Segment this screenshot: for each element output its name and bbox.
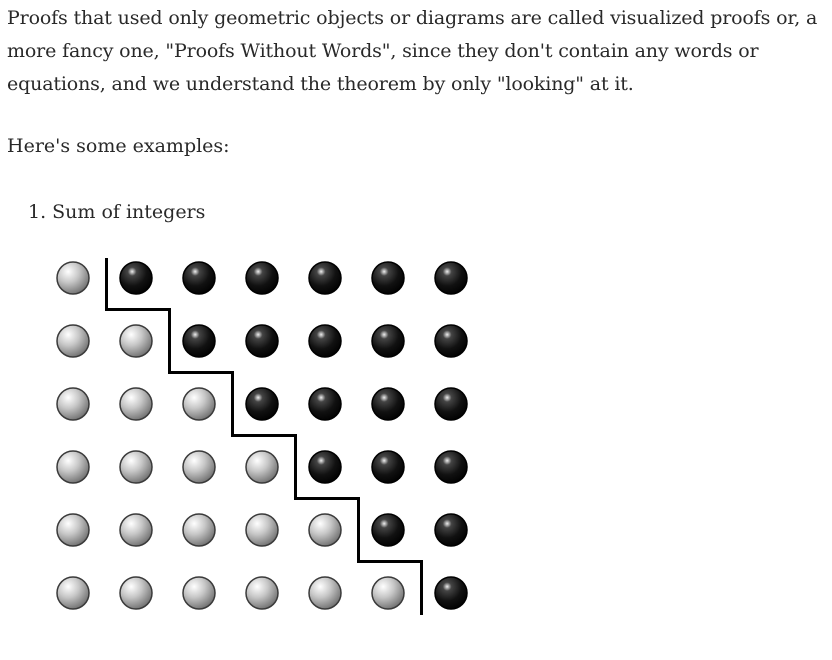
dark-ball: [372, 262, 404, 294]
light-ball: [372, 577, 404, 609]
list-item-label: Sum of integers: [52, 201, 206, 223]
examples-list: [28, 196, 205, 229]
dark-ball: [309, 451, 341, 483]
sum-of-integers-diagram: [40, 248, 500, 628]
dark-ball: [246, 262, 278, 294]
dark-ball: [435, 514, 467, 546]
dark-ball: [183, 262, 215, 294]
intro-paragraph: Proofs that used only geometric objects or diagrams are called visualized proofs or, a more fancy one, "Proofs Without Words", since they don't contain any words or equations, and we understand the theorem by only "looking" at it.: [7, 7, 818, 95]
dark-ball: [309, 325, 341, 357]
light-ball: [246, 514, 278, 546]
light-ball: [120, 388, 152, 420]
dark-ball: [435, 577, 467, 609]
dark-ball: [372, 325, 404, 357]
list-item-number: 1.: [28, 201, 47, 223]
light-ball: [57, 325, 89, 357]
light-ball: [309, 514, 341, 546]
dark-ball: [120, 262, 152, 294]
dark-ball: [435, 325, 467, 357]
light-ball: [120, 514, 152, 546]
light-ball: [57, 577, 89, 609]
light-ball: [183, 514, 215, 546]
dark-ball: [246, 325, 278, 357]
light-ball: [57, 451, 89, 483]
dark-ball: [183, 325, 215, 357]
staircase-divider: [107, 258, 422, 615]
dark-ball: [435, 451, 467, 483]
dark-ball: [372, 514, 404, 546]
light-ball: [120, 577, 152, 609]
dark-ball: [435, 388, 467, 420]
dark-ball: [372, 451, 404, 483]
light-ball: [57, 388, 89, 420]
light-ball: [120, 451, 152, 483]
light-ball: [57, 262, 89, 294]
dark-ball: [435, 262, 467, 294]
light-ball: [57, 514, 89, 546]
light-ball: [246, 451, 278, 483]
light-ball: [309, 577, 341, 609]
dark-ball: [309, 262, 341, 294]
light-ball: [183, 451, 215, 483]
light-ball: [120, 325, 152, 357]
dark-ball: [372, 388, 404, 420]
light-ball: [183, 577, 215, 609]
light-ball: [183, 388, 215, 420]
examples-intro: Here's some examples:: [7, 135, 230, 157]
light-ball: [246, 577, 278, 609]
dark-ball: [246, 388, 278, 420]
list-item: [28, 196, 205, 229]
dark-ball: [309, 388, 341, 420]
